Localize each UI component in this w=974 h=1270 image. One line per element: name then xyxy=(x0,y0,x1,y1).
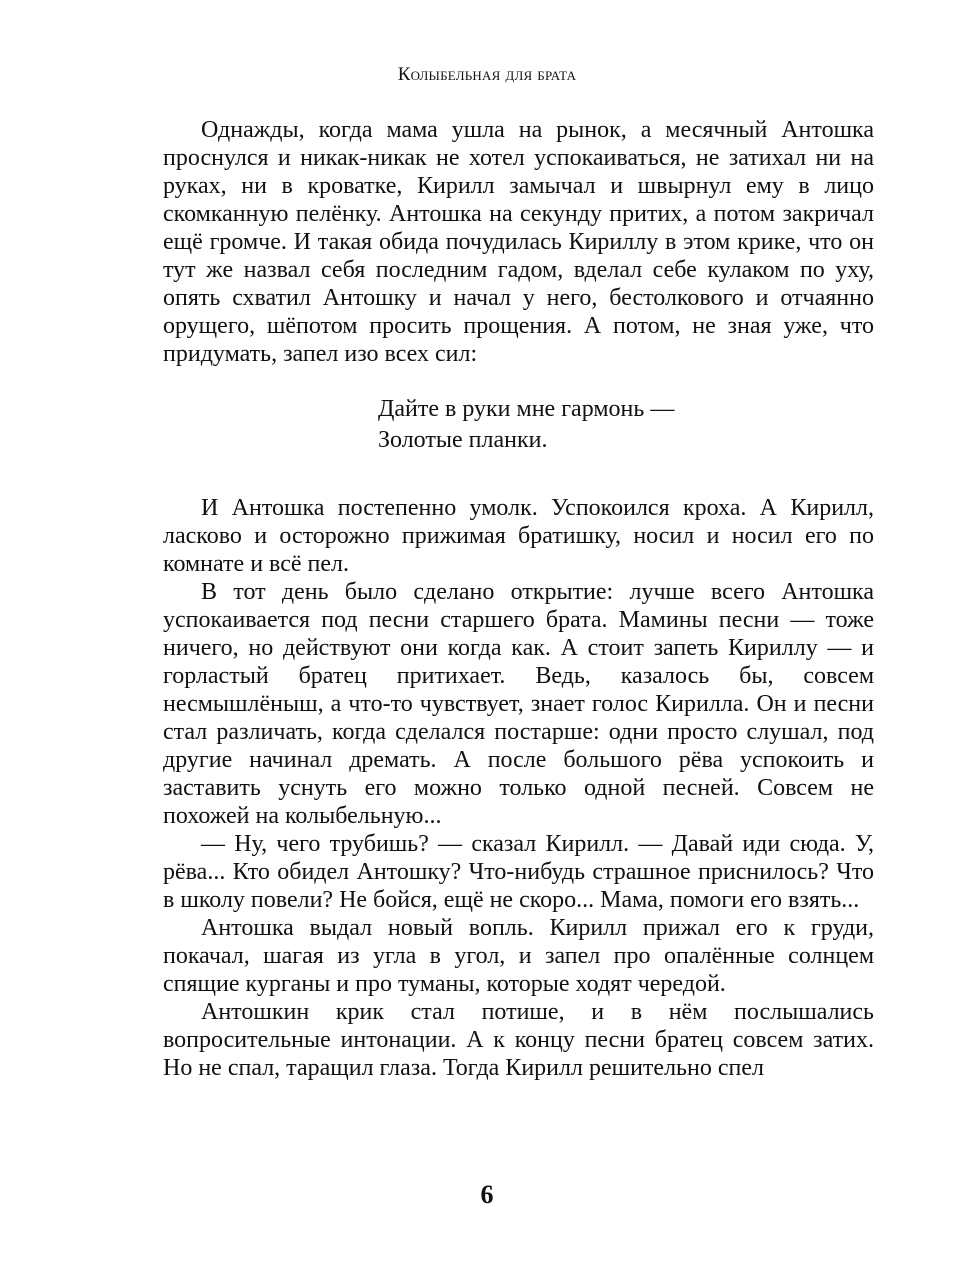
paragraph: Антошкин крик стал потише, и в нём послышались вопросительные интонации. А к концу песни братец совсем затих. Но не спал, таращил глаза. Тогда Кирилл решительно спел xyxy=(163,999,874,1081)
paragraph: Антошка выдал новый вопль. Кирилл прижал его к груди, покачал, шагая из угла в угол, и запел про опалённые солнцем спящие курганы и про туманы, которые ходят чередой. xyxy=(163,915,874,997)
paragraph: Однажды, когда мама ушла на рынок, а месячный Антошка проснулся и никак-никак не хотел успокаиваться, не затихал ни на руках, ни в кроватке, Кирилл замычал и швырнул ему в лицо скомканную пелёнку. Антошка на секунду притих, а потом закричал ещё громче. И такая обида почудилась Кириллу в этом крике, что он тут же назвал себя последним гадом, вделал себе кулаком по уху, опять схватил Антошку и начал у него, бестолкового и отчаянно орущего, шёпотом просить прощения. А потом, не зная уже, что придумать, запел изо всех сил: xyxy=(163,117,874,367)
verse-quote xyxy=(378,394,874,456)
body-text xyxy=(163,116,874,1082)
paragraph: И Антошка постепенно умолк. Успокоился кроха. А Кирилл, ласково и осторожно прижимая братишку, носил и носил его по комнате и всё пел. xyxy=(163,495,874,577)
verse-line: Дайте в руки мне гармонь — xyxy=(378,396,675,422)
paragraph: — Ну, чего трубишь? — сказал Кирилл. — Давай иди сюда. У, рёва... Кто обидел Антошку? Что-нибудь страшное приснилось? Что в школу повели? Не бойся, ещё не скоро... Мама, помоги его взять... xyxy=(163,831,874,913)
verse-line: Золотые планки. xyxy=(378,427,548,453)
running-head: Колыбельная для брата xyxy=(397,64,577,85)
paragraph: В тот день было сделано открытие: лучше всего Антошка успокаивается под песни старшего брата. Мамины песни — тоже ничего, но действуют они когда как. А стоит запеть Кириллу — и горластый братец притихает. Ведь, казалось бы, совсем несмышлёныш, а что-то чувствует, знает голос Кирилла. Он и песни стал различать, когда сделался постарше: одни просто слушал, под другие начинал дремать. А после большого рёва успокоить и заставить уснуть его можно только одной песней. Совсем не похожей на колыбельную... xyxy=(163,579,874,829)
page-number: 6 xyxy=(480,1180,494,1209)
